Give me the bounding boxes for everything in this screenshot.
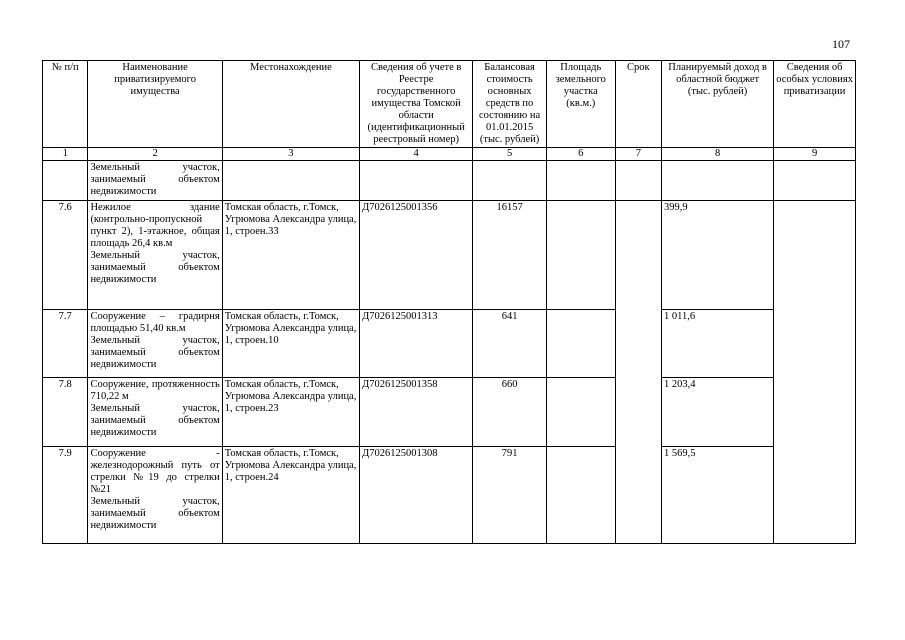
location: Томская область, г.Томск, Угрюмова Александра улица, 1, строен.24 <box>222 447 359 544</box>
column-number: 3 <box>222 148 359 161</box>
header-cell: Срок <box>615 61 661 148</box>
property-name-line: Земельный участок, занимаемый объектом недвижимости <box>90 335 220 370</box>
header-cell: Планируемый доход в областной бюджет (тыс. рублей) <box>662 61 774 148</box>
header-cell: Балансовая стоимость основных средств по состоянию на 01.01.2015 (тыс. рублей) <box>473 61 547 148</box>
header-row <box>43 61 856 148</box>
special-conditions <box>774 201 856 544</box>
page-number: 107 <box>832 37 850 51</box>
property-name-line: Сооружение, протяженность 710,22 м <box>90 379 220 402</box>
header-cell: Площадь земельного участка (кв.м.) <box>546 61 615 148</box>
column-number: 2 <box>88 148 222 161</box>
property-name <box>88 161 222 201</box>
special-conditions <box>774 161 856 201</box>
term <box>615 161 661 201</box>
balance-value: 660 <box>473 378 547 447</box>
property-name-line: Сооружение - железнодорожный путь от стрелки №19 до стрелки №21 <box>90 448 220 495</box>
property-name-line: Сооружение – градирня площадью 51,40 кв.м <box>90 311 220 334</box>
column-number: 5 <box>473 148 547 161</box>
balance-value: 791 <box>473 447 547 544</box>
column-number: 4 <box>360 148 473 161</box>
row-number: 7.9 <box>43 447 88 544</box>
column-number-row <box>43 148 856 161</box>
property-name <box>88 447 222 544</box>
property-name-line: Земельный участок, занимаемый объектом недвижимости <box>90 403 220 438</box>
header-cell: Сведения об особых условиях приватизации <box>774 61 856 148</box>
row-number <box>43 161 88 201</box>
table-row <box>43 447 856 544</box>
column-number: 8 <box>662 148 774 161</box>
property-name-line: Нежилое здание (контрольно-пропускной пункт 2), 1-этажное, общая площадь 26,4 кв.м <box>90 202 220 249</box>
registry-id: Д7026125001356 <box>360 201 473 310</box>
registry-id <box>360 161 473 201</box>
balance-value <box>473 161 547 201</box>
balance-value: 16157 <box>473 201 547 310</box>
land-area <box>546 310 615 378</box>
property-name <box>88 310 222 378</box>
property-name <box>88 201 222 310</box>
land-area <box>546 161 615 201</box>
land-area <box>546 447 615 544</box>
table-row <box>43 161 856 201</box>
planned-income: 399,9 <box>662 201 774 310</box>
location <box>222 161 359 201</box>
location: Томская область, г.Томск, Угрюмова Александра улица, 1, строен.23 <box>222 378 359 447</box>
column-number: 1 <box>43 148 88 161</box>
planned-income <box>662 161 774 201</box>
header-cell: Местонахождение <box>222 61 359 148</box>
header-cell: Наименование приватизируемого имущества <box>88 61 222 148</box>
column-number: 7 <box>615 148 661 161</box>
table-row <box>43 378 856 447</box>
planned-income: 1 011,6 <box>662 310 774 378</box>
planned-income: 1 203,4 <box>662 378 774 447</box>
planned-income: 1 569,5 <box>662 447 774 544</box>
land-area <box>546 378 615 447</box>
property-name <box>88 378 222 447</box>
balance-value: 641 <box>473 310 547 378</box>
registry-id: Д7026125001308 <box>360 447 473 544</box>
registry-id: Д7026125001313 <box>360 310 473 378</box>
table-row <box>43 201 856 310</box>
header-cell: № п/п <box>43 61 88 148</box>
row-number: 7.7 <box>43 310 88 378</box>
table-row <box>43 310 856 378</box>
row-number: 7.8 <box>43 378 88 447</box>
column-number: 9 <box>774 148 856 161</box>
column-number: 6 <box>546 148 615 161</box>
header-cell: Сведения об учете в Реестре государственного имущества Томской области (идентификационный реестровый номер) <box>360 61 473 148</box>
location: Томская область, г.Томск, Угрюмова Александра улица, 1, строен.10 <box>222 310 359 378</box>
property-name-line: Земельный участок, занимаемый объектом недвижимости <box>90 162 220 197</box>
registry-id: Д7026125001358 <box>360 378 473 447</box>
land-area <box>546 201 615 310</box>
row-number: 7.6 <box>43 201 88 310</box>
property-name-line: Земельный участок, занимаемый объектом недвижимости <box>90 496 220 531</box>
term <box>615 201 661 544</box>
privatization-table <box>42 60 856 544</box>
property-name-line: Земельный участок, занимаемый объектом недвижимости <box>90 250 220 285</box>
location: Томская область, г.Томск, Угрюмова Александра улица, 1, строен.33 <box>222 201 359 310</box>
